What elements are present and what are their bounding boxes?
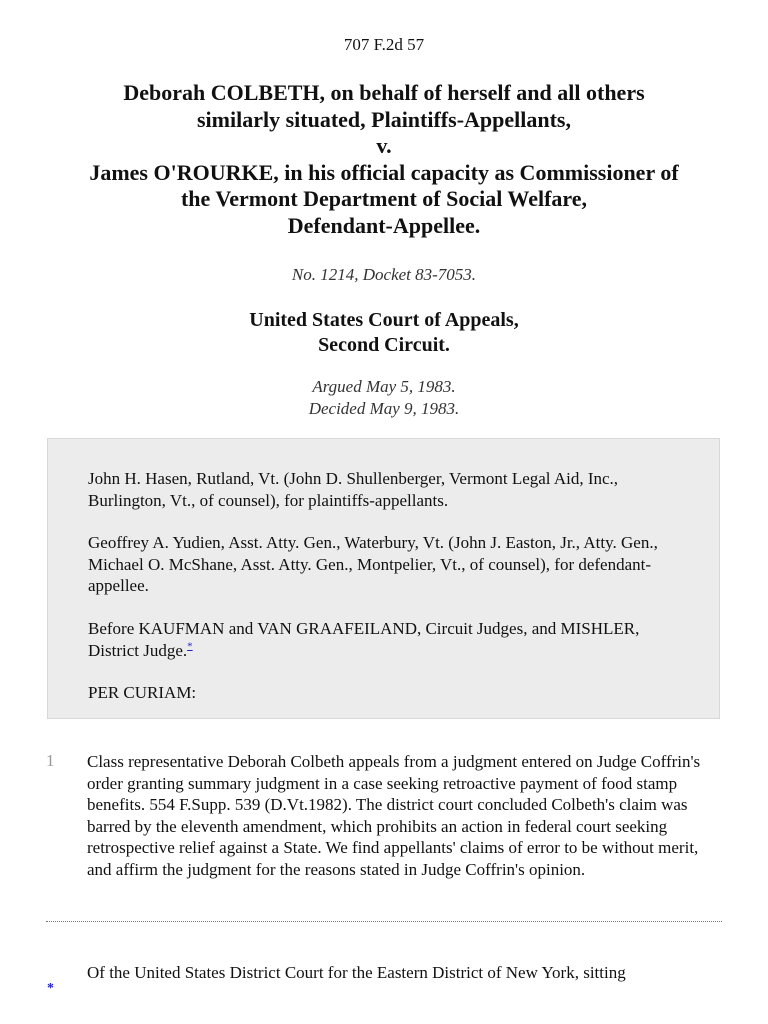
case-caption — [40, 80, 728, 239]
court-name-line-2: Second Circuit. — [318, 334, 450, 356]
versus: v. — [376, 133, 392, 158]
footnote-text: Of the United States District Court for the Eastern District of New York, sitting — [87, 963, 626, 982]
paragraph-number: 1 — [46, 751, 55, 770]
per-curiam: PER CURIAM: — [88, 683, 197, 702]
counsel-panel — [47, 438, 720, 719]
docket-number: No. 1214, Docket 83-7053. — [291, 265, 477, 284]
case-dates — [0, 376, 768, 420]
argued-date: Argued May 5, 1983. — [312, 377, 456, 396]
plaintiff-line-2: similarly situated, Plaintiffs-Appellants, — [196, 106, 571, 132]
counsel-appellee: Geoffrey A. Yudien, Asst. Atty. Gen., Waterbury, Vt. (John J. Easton, Jr., Atty. Gen., Michael O. McShane, Asst. Atty. Gen., Montpelier, Vt., of counsel), for defendant-appellee. — [88, 533, 658, 595]
plaintiff-line-1: Deborah COLBETH, on behalf of herself and all others — [123, 80, 645, 105]
panel-judges-text: Before KAUFMAN and VAN GRAAFEILAND, Circuit Judges, and MISHLER, District Judge. — [88, 619, 640, 660]
court-name — [0, 308, 768, 358]
court-name-line-1: United States Court of Appeals, — [249, 309, 519, 331]
opinion-paragraph: Class representative Deborah Colbeth appeals from a judgment entered on Judge Coffrin's order granting summary judgment in a case seeking retroactive payment of food stamp benefits. 554 F.Supp. 539 (D.Vt.1982). The district court concluded Colbeth's claim was barred by the eleventh amendment, which prohibits an action in federal court seeking retrospective relief against a State. We find appellants' claims of error to be without merit, and affirm the judgment for the reasons stated in Judge Coffrin's opinion. — [87, 752, 701, 879]
decided-date: Decided May 9, 1983. — [308, 399, 460, 418]
footnote-link[interactable]: * — [187, 639, 193, 652]
footnote-marker[interactable]: * — [47, 981, 54, 996]
counsel-appellants: John H. Hasen, Rutland, Vt. (John D. Shullenberger, Vermont Legal Aid, Inc., Burlington, Vt., of counsel), for plaintiffs-appellants. — [88, 469, 619, 510]
panel-judges — [88, 618, 688, 661]
defendant-line-2: the Vermont Department of Social Welfare, — [180, 186, 588, 211]
case-citation: 707 F.2d 57 — [343, 35, 425, 54]
defendant-line-1: James O'ROURKE, in his official capacity as Commissioner of — [89, 159, 679, 185]
footnote-divider — [46, 921, 722, 922]
defendant-line-3: Defendant-Appellee. — [287, 212, 481, 238]
